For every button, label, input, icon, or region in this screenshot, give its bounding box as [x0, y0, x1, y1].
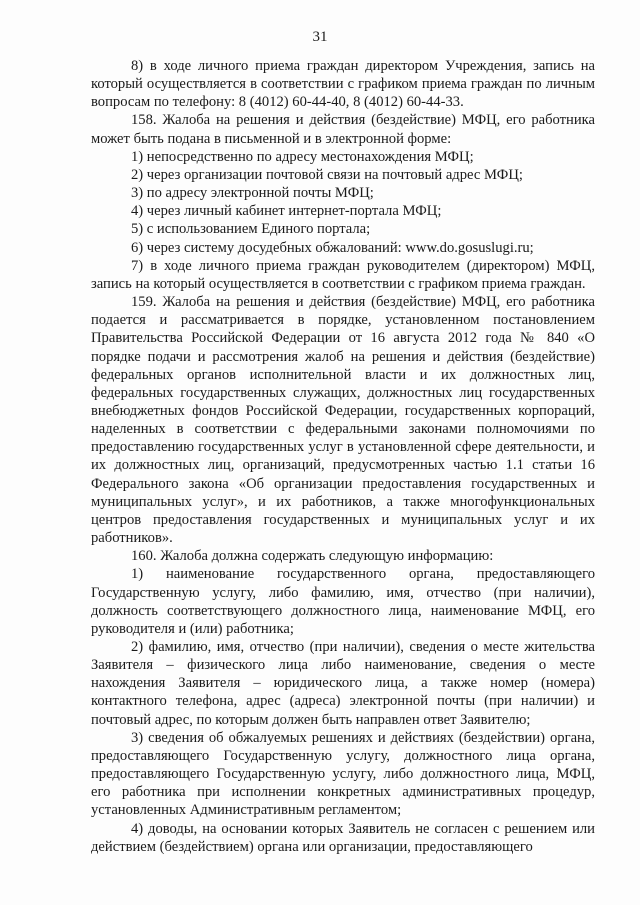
list-item: 7) в ходе личного приема граждан руководителем (директором) МФЦ, запись на который осуществляется в соответствии с графиком приема граждан.	[91, 257, 595, 292]
list-item: 1) непосредственно по адресу местонахождения МФЦ;	[131, 148, 474, 165]
list-item: 2) фамилию, имя, отчество (при наличии), сведения о месте жительства Заявителя – физического лица либо наименование, сведения о месте нахождения Заявителя – юридического лица, а также номер (номера) контактного телефона, адрес (адреса) электронной почты (при наличии) и почтовый адрес, по которым должен быть направлен ответ Заявителю;	[91, 639, 595, 728]
list-item: 3) по адресу электронной почты МФЦ;	[131, 185, 374, 202]
paragraph-158: 158. Жалоба на решения и действия (бездействие) МФЦ, его работника может быть подана в письменной и в электронной форме:	[91, 112, 595, 147]
paragraph-159: 159. Жалоба на решения и действия (бездействие) МФЦ, его работника подается и рассматривается в порядке, установленном постановлением Правительства Российской Федерации от 16 августа 2012 года № 840 «О порядке подачи и рассмотрения жалоб на решения и действия (бездействие) федеральных органов исполнительной власти и их должностных лиц, федеральных государственных служащих, должностных лиц государственных внебюджетных фондов Российской Федерации, государственных корпораций, наделенных в соответствии с федеральными законами полномочиями по предоставлению государственных услуг в установленной сфере деятельности, и их должностных лиц, организаций, предусмотренных частью 1.1 статьи 16 Федерального закона «Об организации предоставления государственных и муниципальных услуг», и их работников, а также многофункциональных центров предоставления государственных и муниципальных услуг и их работников».	[91, 294, 595, 547]
list-item: 4) доводы, на основании которых Заявитель не согласен с решением или действием (бездействием) органа или организации, предоставляющего	[91, 820, 595, 855]
page-number: 31	[312, 29, 328, 45]
list-item: 5) с использованием Единого портала;	[131, 221, 371, 238]
document-body	[91, 57, 595, 856]
list-item: 4) через личный кабинет интернет-портала МФЦ;	[131, 203, 442, 220]
list-item: 2) через организации почтовой связи на почтовый адрес МФЦ;	[131, 166, 523, 183]
list-item: 1) наименование государственного органа, предоставляющего Государственную услугу, либо фамилию, имя, отчество (при наличии), должность соответствующего должностного лица, наименование МФЦ, его руководителя и (или) работника;	[91, 566, 595, 637]
list-item: 3) сведения об обжалуемых решениях и действиях (бездействии) органа, предоставляющего Государственную услугу, должностного лица органа, предоставляющего Государственную услугу, либо должностного лица, МФЦ, его работника при исполнении конкретных административных процедур, установленных Административным регламентом;	[91, 729, 595, 819]
list-item: 6) через систему досудебных обжалований: www.do.gosuslugi.ru;	[131, 239, 534, 256]
paragraph-160: 160. Жалоба должна содержать следующую информацию:	[131, 548, 494, 565]
paragraph-item-8: 8) в ходе личного приема граждан директором Учреждения, запись на который осуществляется в соответствии с графиком приема граждан по личным вопросам по телефону: 8 (4012) 60-44-40, 8 (4012) 60-44-33.	[91, 58, 595, 111]
